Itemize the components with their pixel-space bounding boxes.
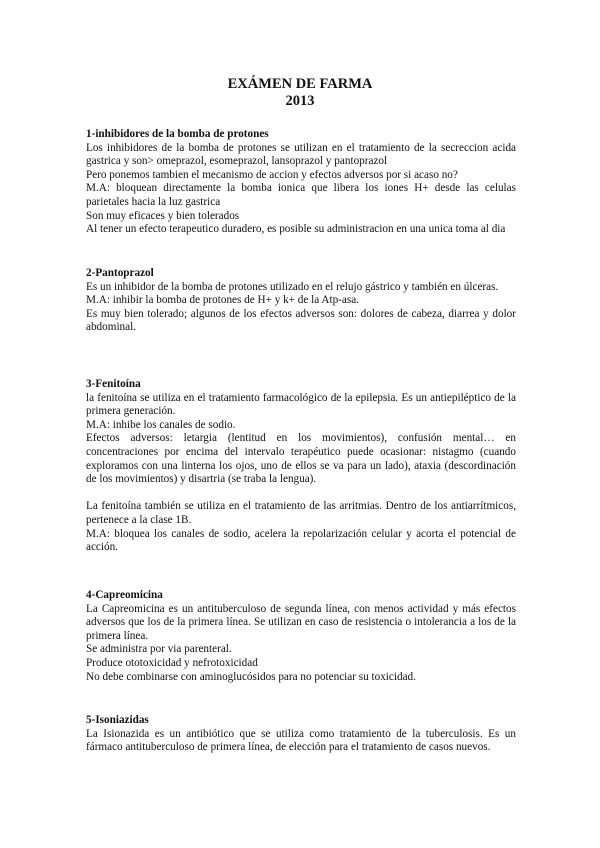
- paragraph: Es un inhibidor de la bomba de protones utilizado en el relujo gástrico y también en úlceras.: [86, 280, 499, 293]
- paragraph: La Capreomicina es un antituberculoso de segunda línea, con menos actividad y más efectos adversos que los de la primera línea. Se utilizan en caso de resistencia o intolerancia a los de la primera línea.: [86, 602, 516, 642]
- section-pantoprazol: [86, 267, 516, 335]
- section-isoniazidas: [86, 714, 516, 755]
- paragraph: Son muy eficaces y bien tolerados: [86, 209, 240, 222]
- document-title: EXÁMEN DE FARMA: [227, 76, 373, 92]
- paragraph: M.A: inhibe los canales de sodio.: [86, 418, 236, 431]
- section-capreomicina: [86, 589, 516, 684]
- paragraph: Produce ototoxicidad y nefrotoxicidad: [86, 656, 258, 669]
- paragraph: Es muy bien tolerado; algunos de los efectos adversos son: dolores de cabeza, diarrea y dolor abdominal.: [86, 307, 516, 334]
- paragraph: La Isionazida es un antibiótico que se utiliza como tratamiento de la tuberculosis. Es un fármaco antituberculoso de primera línea, de elección para el tratamiento de casos nuevos.: [86, 727, 516, 754]
- document-year: 2013: [285, 93, 315, 109]
- section-heading: 1-inhibidores de la bomba de protones: [86, 128, 269, 140]
- paragraph: Al tener un efecto terapeutico duradero, es posible su administracion en una unica toma al dia: [86, 223, 506, 236]
- section-heading: 4-Capreomicina: [86, 589, 163, 601]
- paragraph: Los inhibidores de la bomba de protones se utilizan en el tratamiento de la secreccion acida gastrica y son> omeprazol, esomeprazol, lansoprazol y pantoprazol: [86, 141, 516, 168]
- paragraph: M.A: bloquea los canales de sodio, acelera la repolarización celular y acorta el potencial de acción.: [86, 527, 516, 554]
- section-inhibidores-bomba-protones: [86, 128, 516, 237]
- paragraph: la fenitoína se utiliza en el tratamiento farmacológico de la epilepsia. Es un antiepiléptico de la primera generación.: [86, 391, 516, 418]
- paragraph: Efectos adversos: letargia (lentitud en los movimientos), confusión mental… en concentraciones por encima del intervalo terapéutico puede ocasionar: nistagmo (cuando exploramos con una linterna los ojos, uno de ellos se va para un lado), ataxia (descordinación de los movimientos) y disartria (se traba la lengua).: [86, 432, 516, 486]
- paragraph: Se administra por via parenteral.: [86, 643, 232, 656]
- section-heading: 2-Pantoprazol: [86, 267, 154, 279]
- paragraph: M.A: bloquean directamente la bomba ionica que libera los iones H+ desde las celulas parietales hacia la luz gastrica: [86, 182, 516, 208]
- section-fenitoina: [86, 378, 516, 555]
- paragraph: M.A: inhibir la bomba de protones de H+ y k+ de la Atp-asa.: [86, 294, 359, 307]
- paragraph: Pero ponemos tambien el mecanismo de accion y efectos adversos por si acaso no?: [86, 168, 458, 181]
- paragraph: No debe combinarse con aminoglucósidos para no potenciar su toxicidad.: [86, 670, 416, 683]
- paragraph: La fenitoína también se utiliza en el tratamiento de las arritmias. Dentro de los antiarrítmicos, pertenece a la clase 1B.: [86, 500, 516, 526]
- section-heading: 3-Fenitoína: [86, 378, 141, 390]
- section-heading: 5-Isoniazidas: [86, 714, 149, 726]
